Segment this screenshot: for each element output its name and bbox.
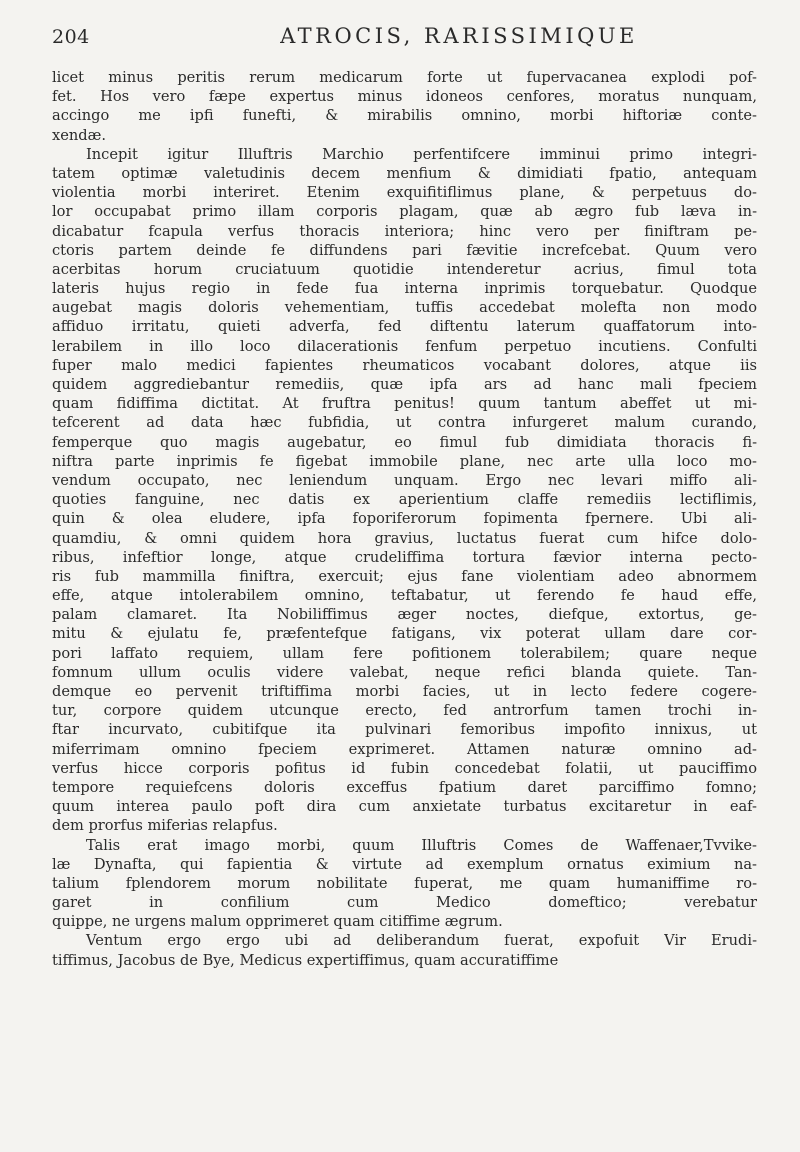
text-line: violentia morbi interiret. Etenim exquifitiflimus plane, & perpetuus do- [52,184,757,202]
text-line: tatem optimæ valetudinis decem menfium & dimidiati fpatio, antequam [52,164,757,182]
text-line: quippe, ne urgens malum opprimeret quam citiffime ægrum. [52,913,503,931]
text-line: ribus, infeftior longe, atque crudeliffima tortura fævior interna pecto- [52,548,757,566]
text-line: xendæ. [52,126,106,144]
text-line: quin & olea eludere, ipfa foporiferorum fopimenta fpernere. Ubi ali- [52,510,757,528]
text-line: fomnum ullum oculis videre valebat, neque refici blanda quiete. Tan- [52,663,757,681]
text-line: augebat magis doloris vehementiam, tuffis accedebat molefta non modo [52,299,757,317]
text-line: læ Dynafta, qui fapientia & virtute ad exemplum ornatus eximium na- [52,855,757,873]
text-line: affiduo irritatu, quieti adverfa, fed diftentu laterum quaffatorum into- [52,318,757,336]
text-line: tiffimus, Jacobus de Bye, Medicus expertiffimus, quam accuratiffime [52,951,559,969]
text-line: quidem aggrediebantur remediis, quæ ipfa ars ad hanc mali fpeciem [52,376,757,393]
text-line: Talis erat imago morbi, quum Illuftris Comes de Waffenaer,Tvvike- [86,836,757,854]
text-line: talium fplendorem morum nobilitate fuperat, me quam humaniffime ro- [52,874,757,892]
text-line: fuper malo medici fapientes rheumaticos vocabant dolores, atque iis [52,356,757,374]
text-line: vendum occupato, nec leniendum unquam. Ergo nec levari miffo ali- [52,471,757,489]
text-line: fet. Hos vero fæpe expertus minus idoneos cenfores, moratus nunquam, [52,88,757,106]
paragraph [52,68,757,145]
text-line: mitu & ejulatu fe, præfentefque fatigans, vix poterat ullam dare cor- [52,625,757,643]
text-line: quoties fanguine, nec datis ex aperientium claffe remediis lectiflimis, [52,491,757,509]
text-line: quamdiu, & omni quidem hora gravius, luctatus fuerat cum hifce dolo- [52,529,757,547]
text-line: dicabatur fcapula verfus thoracis interiora; hinc vero per finiftram pe- [52,222,757,240]
text-line: lor occupabat primo illam corporis plagam, quæ ab ægro fub læva in- [52,203,757,221]
text-line: verfus hicce corporis pofitus id fubin concedebat folatii, ut pauciffimo [52,759,757,777]
text-line: dem prorfus miferias relapfus. [52,817,278,835]
text-line: acerbitas horum cruciatuum quotidie intenderetur acrius, fimul tota [52,260,757,278]
text-line: pori laffato requiem, ullam fere pofitionem tolerabilem; quare neque [52,644,757,662]
text-line: lerabilem in illo loco dilacerationis fenfum perpetuo incutiens. Confulti [52,337,757,355]
text-line: miferrimam omnino fpeciem exprimeret. Attamen naturæ omnino ad- [52,740,757,758]
text-line: niftra parte inprimis fe figebat immobile plane, nec arte ulla loco mo- [52,452,757,470]
paragraph [52,836,757,932]
text-line: ctoris partem deinde fe diffundens pari fævitie increfcebat. Quum vero [52,241,757,259]
text-line: tur, corpore quidem utcunque erecto, fed antrorfum tamen trochi in- [52,702,757,720]
text-line: palam clamaret. Ita Nobiliffimus æger noctes, diefque, extortus, ge- [52,606,757,624]
text-line: Incepit igitur Illuftris Marchio perfentifcere imminui primo integri- [86,145,757,163]
body-text [52,68,757,970]
text-line: Ventum ergo ergo ubi ad deliberandum fuerat, expofuit Vir Erudi- [86,932,757,950]
running-title: ATROCIS, RARISSIMIQUE [280,24,638,48]
text-line: ftar incurvato, cubitifque ita pulvinari femoribus impofito innixus, ut [52,721,757,739]
text-line: ris fub mammilla finiftra, exercuit; ejus fane violentiam adeo abnormem [52,567,757,585]
text-line: demque eo pervenit triftiffima morbi facies, ut in lecto federe cogere- [52,683,757,700]
text-line: licet minus peritis rerum medicarum forte ut fupervacanea explodi pof- [52,69,757,86]
text-line: effe, atque intolerabilem omnino, teftabatur, ut ferendo fe haud effe, [52,587,757,605]
text-line: garet in confilium cum Medico domeftico; verebatur [52,894,757,912]
running-head [0,22,800,58]
text-line: tempore requiefcens doloris exceffus fpatium daret parciffimo fomno; [52,778,757,796]
paragraph [52,145,757,836]
paragraph [52,931,757,969]
text-line: quam fidiffima dictitat. At fruftra penitus! quum tantum abeffet ut mi- [52,395,757,413]
text-line: femperque quo magis augebatur, eo fimul fub dimidiata thoracis fi- [52,433,757,451]
text-line: quum interea paulo poft dira cum anxietate turbatus excitaretur in eaf- [52,798,757,816]
text-line: accingo me ipfi funefti, & mirabilis omnino, morbi hiftoriæ conte- [52,107,757,125]
page-number: 204 [52,26,90,48]
text-line: lateris hujus regio in fede fua interna inprimis torquebatur. Quodque [52,280,757,298]
text-line: tefcerent ad data hæc fubfidia, ut contra infurgeret malum curando, [52,414,757,432]
